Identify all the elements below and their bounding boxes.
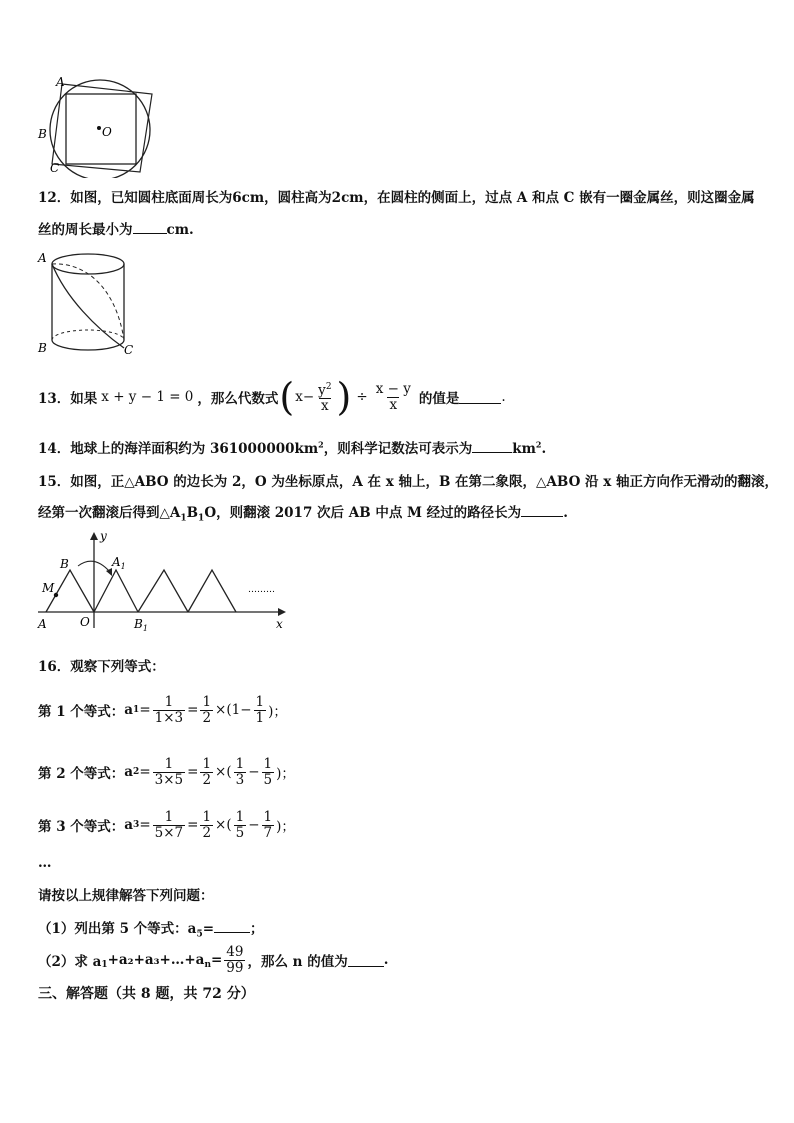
label-C: C (124, 343, 134, 357)
q16-title: 16．观察下列等式： (38, 659, 165, 675)
label-B1-sub: 1 (142, 624, 148, 633)
q16-p2-pre: （2）求 a (38, 954, 102, 970)
q12-unit: cm. (166, 222, 194, 238)
q16-eq3-f2-num: 1 (263, 808, 273, 825)
q16-part2: （2）求 a $_1$ +a₂+a₃+…+a $_n$ = $\frac{49}{99}$ ，那么 n 的值为 . (38, 943, 389, 976)
q16-eq2-den: 3×5 (154, 771, 184, 788)
continuation-dots: ……… (248, 585, 275, 595)
q13-div: ÷ (356, 389, 368, 405)
q16-ellipsis: … (38, 855, 52, 871)
q16-eq1-close: )； (268, 704, 287, 720)
q16-eq2-f1-den: 3 (235, 771, 245, 788)
q16-eq1-half-num: 1 (202, 693, 212, 710)
q16-eq2-f2-num: 1 (263, 755, 273, 772)
q16-eq3-f1 (234, 810, 247, 841)
q14 (38, 437, 546, 457)
q16-p2-subn: n (204, 960, 211, 970)
q13-paren-close: ) (336, 375, 352, 419)
q14-pre: 14．地球上的海洋面积约为 361000000km (38, 441, 319, 457)
q16-eq1-label: 第 1 个等式： (38, 704, 125, 720)
label-B: B (38, 127, 47, 141)
q16-eq2-f2 (262, 757, 275, 788)
q16-eq2-a: a (124, 764, 134, 780)
q16-eq3-f1-den: 5 (235, 824, 245, 841)
q15-end: . (563, 505, 568, 521)
q15-line2-b: B (186, 505, 199, 521)
triangle-4 (188, 570, 236, 612)
q13-equation: x + y − 1 = 0 (101, 389, 194, 405)
cylinder-bottom-back (52, 330, 124, 340)
q16-eq3-f1-num: 1 (235, 808, 245, 825)
q13-fraction-xmy-x (374, 382, 413, 413)
q15-sub-b1: 1 (198, 513, 205, 524)
q13-y: y (318, 382, 326, 399)
inner-square (66, 94, 136, 164)
q16-eq3-f2-den: 7 (263, 824, 273, 841)
q16-eq3-num: 1 (164, 808, 174, 825)
q13-den-x: x (321, 398, 329, 415)
label-B: B (60, 557, 69, 571)
q16-p1-pre: （1）列出第 5 个等式：a (38, 921, 197, 937)
label-O: O (80, 615, 90, 629)
q13-minus: − (302, 389, 315, 405)
q16-eq3-f2 (262, 810, 275, 841)
q16-eq2-label: 第 2 个等式： (38, 766, 125, 782)
y-axis-arrow (90, 532, 98, 540)
label-A1-main: A (112, 555, 121, 569)
q13-x: x (295, 389, 303, 405)
q15-line1: 15．如图，正△ABO 的边长为 2，O 为坐标原点，A 在 x 轴上，B 在第二象限，△ABO 沿 x 轴正方向作无滑动的翻滚， (38, 474, 778, 490)
label-y: y (100, 529, 107, 543)
triangle-3 (138, 570, 188, 612)
q13 (38, 372, 506, 422)
q16-eq2-f1 (234, 757, 247, 788)
q16-eq3-label: 第 3 个等式： (38, 819, 125, 835)
q16-p2-terms: +a₂+a₃+…+a (107, 952, 205, 968)
q13-end: . (501, 389, 506, 405)
q16-eq1-den: 1×3 (154, 709, 184, 726)
q16-eq1-third-num: 1 (255, 693, 265, 710)
q13-num-xmy: x − y (375, 380, 411, 397)
q16-eq2-sub: 2 (133, 767, 140, 777)
q14-answer-blank (472, 440, 512, 453)
q16-eq1-third (254, 695, 267, 726)
q16-eq3-sub: 3 (133, 820, 140, 830)
midpoint-M (54, 593, 58, 597)
q16-eq1-open: ×(1− (215, 702, 252, 718)
q15-line2-post: O，则翻滚 2017 次后 AB 中点 M 经过的路径长为 (204, 505, 522, 521)
q13-mid: ，那么代数式 (197, 391, 279, 407)
label-B1 (133, 617, 148, 633)
section-3-heading: 三、解答题（共 8 题，共 72 分） (38, 986, 255, 1002)
q13-answer-blank (459, 391, 501, 404)
q16-eq3-a: a (124, 817, 134, 833)
q16-eq2-f1-num: 1 (235, 755, 245, 772)
q14-sup: 2 (318, 439, 324, 450)
q13-den-x2: x (389, 396, 398, 413)
q16-instruction: 请按以上规律解答下列问题： (38, 888, 214, 904)
q13-fraction-y2-x (316, 380, 333, 415)
q16-eq1-a: a (124, 702, 134, 718)
q14-end: . (541, 441, 547, 457)
q16-eq1: 第 1 个等式： a 1 = $\frac{1}{1\times 3}$ = $\frac{1}{2}$ ×(1− $\frac{1}{1}$ )； (38, 693, 287, 726)
q16-eq2: 第 2 个等式： a 2 = $\frac{1}{3\times 5}$ = $\frac{1}{2}$ ×( $\frac{1}{3}$ − $\frac{1}{5}$ )； (38, 755, 295, 788)
label-B1-main: B (134, 617, 143, 631)
q13-pre: 13．如果 (38, 391, 98, 407)
rolling-triangle-figure (34, 528, 290, 636)
q12-line2-text: 丝的周长最小为 (38, 222, 133, 238)
q16-p2-mid: ，那么 n 的值为 (247, 954, 348, 970)
wire-front (52, 264, 124, 348)
q16-p1-sub: 5 (196, 929, 203, 940)
q16-p2-num: 49 (226, 943, 244, 960)
q16-eq1-sub: 1 (133, 705, 140, 715)
q15-sub-a1: 1 (180, 513, 187, 524)
label-A: A (38, 617, 47, 631)
q15-line2 (38, 501, 568, 524)
q16-eq3-half-num: 1 (202, 808, 212, 825)
q16-eq2-f2-den: 5 (263, 771, 273, 788)
q16-eq2-num: 1 (164, 755, 174, 772)
q16-eq1-third-den: 1 (255, 709, 265, 726)
q15-answer-blank (521, 504, 563, 517)
label-A1-sub: 1 (120, 562, 126, 571)
label-B: B (38, 341, 47, 355)
q16-p1-eq: = (202, 921, 215, 937)
cylinder-bottom-front (52, 340, 124, 350)
q16-part1 (38, 917, 264, 940)
cylinder-figure (36, 248, 146, 360)
q16-eq1-half (200, 695, 213, 726)
q14-unit: km (512, 441, 536, 457)
q16-eq3-frac (153, 810, 186, 841)
label-A: A (38, 251, 47, 265)
q12-answer-blank (133, 221, 167, 234)
q16-eq1-frac (153, 695, 186, 726)
label-M: M (42, 581, 55, 595)
q16-p1-blank (214, 920, 250, 933)
wire-back (52, 264, 124, 340)
q16-eq2-half-den: 2 (202, 771, 212, 788)
q16-eq1-num: 1 (164, 693, 174, 710)
q16-p2-frac (224, 945, 245, 976)
q16-eq3-half (200, 810, 213, 841)
q16-eq3-half-den: 2 (202, 824, 212, 841)
q16-eq3-den: 5×7 (154, 824, 184, 841)
triangle-2 (94, 570, 138, 612)
q13-paren-open: ( (279, 375, 295, 419)
q14-mid: ，则科学记数法可表示为 (323, 441, 473, 457)
q16-p2-den: 99 (226, 959, 244, 976)
q14-unit-sup: 2 (535, 439, 542, 450)
q16-p2-end: . (383, 952, 389, 968)
label-x: x (276, 617, 283, 631)
q16-eq2-half (200, 757, 213, 788)
label-A: A (56, 75, 65, 89)
q16-p2-blank (348, 954, 384, 967)
q16-eq2-half-num: 1 (202, 755, 212, 772)
q15-line2-pre: 经第一次翻滚后得到△A (38, 505, 181, 521)
q13-sup2: 2 (325, 381, 332, 392)
q13-post: 的值是 (418, 391, 460, 407)
center-point (97, 126, 101, 130)
q12-line1: 12．如图，已知圆柱底面周长为6cm，圆柱高为2cm，在圆柱的侧面上，过点 A 和点 C 嵌有一圈金属丝，则这圈金属 (38, 190, 755, 206)
q16-eq3: 第 3 个等式： a 3 = $\frac{1}{5\times 7}$ = $\frac{1}{2}$ ×( $\frac{1}{5}$ − $\frac{1}{7}$ )； (38, 808, 295, 841)
q16-eq2-frac (153, 757, 186, 788)
q16-p2-sub1: 1 (101, 960, 108, 970)
q16-eq1-half-den: 2 (202, 709, 212, 726)
q12-line2 (38, 218, 194, 238)
label-O: O (102, 125, 112, 139)
label-A1 (111, 555, 126, 571)
x-axis-arrow (278, 608, 286, 616)
q16-p1-end: ； (250, 921, 264, 937)
inscribed-squares-figure (36, 72, 156, 178)
label-C: C (50, 161, 60, 175)
